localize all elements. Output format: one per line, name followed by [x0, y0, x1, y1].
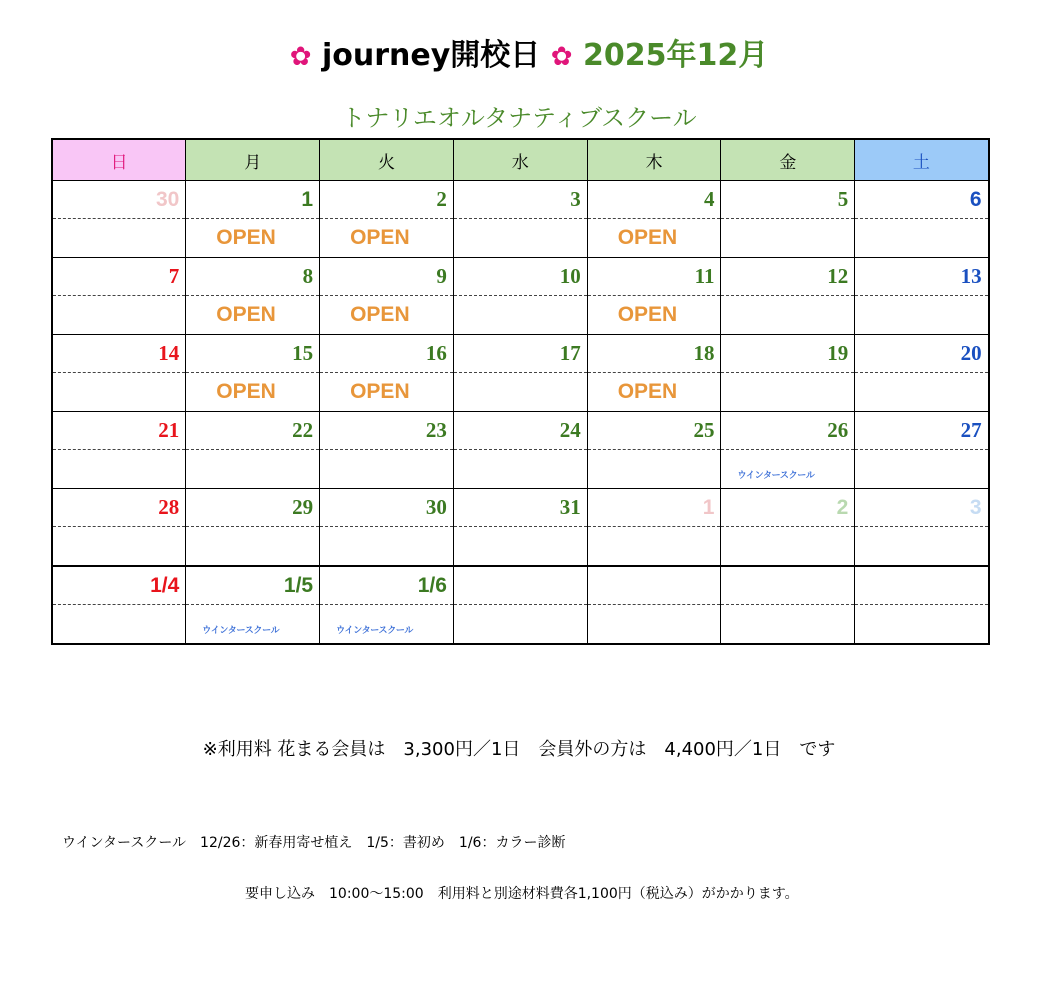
- day-number: 30: [52, 181, 186, 219]
- day-event-cell: [320, 219, 454, 258]
- event-row: [52, 450, 989, 489]
- day-number: 3: [855, 489, 989, 527]
- day-event-cell: [587, 450, 721, 489]
- weekday-wed: 水: [453, 139, 587, 181]
- day-number: 19: [721, 335, 855, 373]
- day-event-cell: [453, 296, 587, 335]
- day-number: 8: [186, 258, 320, 296]
- day-event-cell: [453, 450, 587, 489]
- day-event-cell: [320, 373, 454, 412]
- day-number: 23: [320, 412, 454, 450]
- day-number: [587, 566, 721, 605]
- day-event-cell: [587, 219, 721, 258]
- day-number: 1: [186, 181, 320, 219]
- day-number: 5: [721, 181, 855, 219]
- day-number: 25: [587, 412, 721, 450]
- day-event-cell: [186, 605, 320, 645]
- day-event-cell: [52, 527, 186, 567]
- day-number: 18: [587, 335, 721, 373]
- day-number: 1/6: [320, 566, 454, 605]
- day-number: 30: [320, 489, 454, 527]
- day-number: 7: [52, 258, 186, 296]
- day-event-cell: [52, 219, 186, 258]
- day-event-cell: [855, 219, 989, 258]
- day-event-cell: [587, 373, 721, 412]
- day-event-cell: [186, 450, 320, 489]
- winter-school-label: ウインタースクール: [336, 626, 414, 636]
- day-number: [453, 566, 587, 605]
- day-number: 24: [453, 412, 587, 450]
- open-label: OPEN: [216, 380, 276, 403]
- date-row: [52, 412, 989, 450]
- day-number: 9: [320, 258, 454, 296]
- application-note: 要申し込み 10:00〜15:00 利用料と別途材料費各1,100円（税込み）がかかります。: [245, 886, 799, 902]
- day-number: 3: [453, 181, 587, 219]
- day-event-cell: [52, 373, 186, 412]
- weekday-fri: 金: [721, 139, 855, 181]
- day-event-cell: [453, 605, 587, 645]
- school-name: トナリエオルタナティブスクール: [341, 104, 697, 132]
- day-number: 11: [587, 258, 721, 296]
- open-label: OPEN: [350, 226, 410, 249]
- day-event-cell: [320, 450, 454, 489]
- day-event-cell: [320, 605, 454, 645]
- day-number: 31: [453, 489, 587, 527]
- winter-school-label: ウインタースクール: [737, 471, 815, 481]
- day-number: 1/4: [52, 566, 186, 605]
- day-event-cell: [721, 219, 855, 258]
- date-row: [52, 258, 989, 296]
- day-number: 27: [855, 412, 989, 450]
- winter-school-note: ウインタースクール 12/26：新春用寄せ植え 1/5：書初め 1/6：カラー診断: [62, 835, 566, 851]
- open-label: OPEN: [617, 303, 678, 326]
- day-event-cell: [587, 527, 721, 567]
- day-number: [721, 566, 855, 605]
- day-number: 17: [453, 335, 587, 373]
- day-event-cell: [320, 527, 454, 567]
- fee-notice: ※利用料 花まる会員は 3,300円／1日 会員外の方は 4,400円／1日 です: [202, 739, 836, 760]
- weekday-tue: 火: [320, 139, 454, 181]
- day-number: 2: [320, 181, 454, 219]
- day-number: 21: [52, 412, 186, 450]
- open-label: OPEN: [216, 303, 276, 326]
- title-text: journey開校日: [321, 38, 541, 73]
- day-event-cell: [721, 373, 855, 412]
- day-number: 13: [855, 258, 989, 296]
- date-row: [52, 566, 989, 605]
- page-title: [0, 30, 1058, 74]
- calendar-body: [52, 181, 989, 645]
- day-event-cell: [721, 450, 855, 489]
- day-event-cell: [186, 527, 320, 567]
- event-row: [52, 296, 989, 335]
- day-number: 29: [186, 489, 320, 527]
- day-event-cell: [721, 527, 855, 567]
- date-row: [52, 335, 989, 373]
- calendar-table: [51, 138, 990, 645]
- day-number: [855, 566, 989, 605]
- day-number: 2: [721, 489, 855, 527]
- day-event-cell: [320, 296, 454, 335]
- event-row: [52, 527, 989, 567]
- weekday-sat: 土: [855, 139, 989, 181]
- day-event-cell: [855, 605, 989, 645]
- open-label: OPEN: [350, 380, 410, 403]
- day-event-cell: [186, 373, 320, 412]
- day-number: 1: [587, 489, 721, 527]
- day-event-cell: [855, 373, 989, 412]
- day-number: 16: [320, 335, 454, 373]
- day-event-cell: [186, 296, 320, 335]
- day-event-cell: [52, 296, 186, 335]
- day-event-cell: [587, 605, 721, 645]
- weekday-header-row: [52, 139, 989, 181]
- day-event-cell: [855, 296, 989, 335]
- day-event-cell: [721, 605, 855, 645]
- open-label: OPEN: [350, 303, 410, 326]
- day-number: 26: [721, 412, 855, 450]
- day-event-cell: [453, 527, 587, 567]
- open-label: OPEN: [216, 226, 276, 249]
- open-label: OPEN: [617, 226, 678, 249]
- flower-icon: ✿: [289, 42, 312, 72]
- weekday-thu: 木: [587, 139, 721, 181]
- day-event-cell: [721, 296, 855, 335]
- day-event-cell: [186, 219, 320, 258]
- day-event-cell: [453, 219, 587, 258]
- day-number: 10: [453, 258, 587, 296]
- event-row: [52, 219, 989, 258]
- day-number: 22: [186, 412, 320, 450]
- day-number: 14: [52, 335, 186, 373]
- day-event-cell: [453, 373, 587, 412]
- day-number: 1/5: [186, 566, 320, 605]
- day-event-cell: [52, 605, 186, 645]
- open-label: OPEN: [617, 380, 678, 403]
- date-row: [52, 181, 989, 219]
- day-number: 15: [186, 335, 320, 373]
- day-number: 28: [52, 489, 186, 527]
- weekday-mon: 月: [186, 139, 320, 181]
- winter-school-label: ウインタースクール: [202, 626, 280, 636]
- weekday-sun: 日: [52, 139, 186, 181]
- date-row: [52, 489, 989, 527]
- day-event-cell: [855, 450, 989, 489]
- day-number: 6: [855, 181, 989, 219]
- day-event-cell: [52, 450, 186, 489]
- day-number: 20: [855, 335, 989, 373]
- day-number: 12: [721, 258, 855, 296]
- day-event-cell: [855, 527, 989, 567]
- event-row: [52, 605, 989, 645]
- title-month: 2025年12月: [583, 38, 769, 73]
- day-event-cell: [587, 296, 721, 335]
- event-row: [52, 373, 989, 412]
- day-number: 4: [587, 181, 721, 219]
- flower-icon: ✿: [550, 42, 573, 72]
